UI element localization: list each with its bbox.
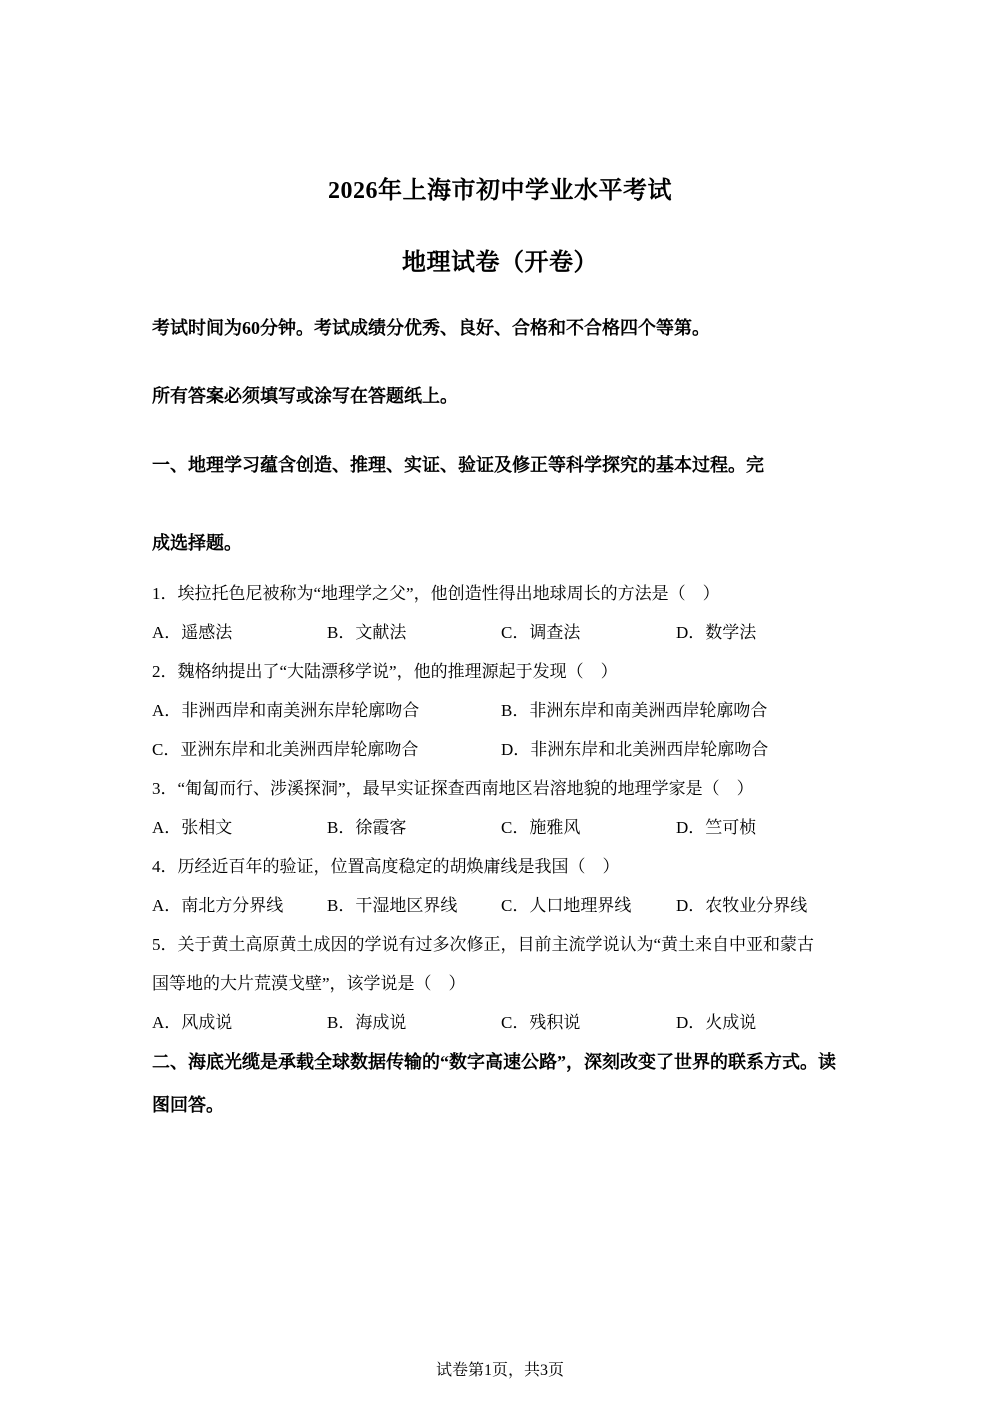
question-1-option-b: B．文献法	[327, 623, 407, 642]
section2-heading-line1: 二、海底光缆是承载全球数据传输的“数字高速公路”，深刻改变了世界的联系方式。读	[152, 1052, 836, 1072]
question-5-option-d: D．火成说	[676, 1013, 757, 1032]
question-5-option-c: C．残积说	[501, 1013, 581, 1032]
question-1-option-d: D．数学法	[676, 623, 757, 642]
instruction-time: 考试时间为60分钟。考试成绩分优秀、良好、合格和不合格四个等第。	[152, 318, 710, 338]
question-2-option-b: B．非洲东岸和南美洲西岸轮廓吻合	[501, 701, 768, 720]
instruction-answers: 所有答案必须填写或涂写在答题纸上。	[152, 386, 458, 406]
question-4-stem: 4．历经近百年的验证，位置高度稳定的胡焕庸线是我国（ ）	[152, 857, 620, 876]
question-5-stem-line2: 国等地的大片荒漠戈壁”，该学说是（ ）	[152, 974, 466, 993]
exam-title: 2026年上海市初中学业水平考试	[328, 178, 672, 204]
page-footer: 试卷第1页，共3页	[435, 1362, 564, 1379]
question-1-option-a: A．遥感法	[152, 623, 233, 642]
question-2-stem: 2．魏格纳提出了“大陆漂移学说”，他的推理源起于发现（ ）	[152, 662, 618, 681]
question-3-option-c: C．施雅风	[501, 818, 581, 837]
question-4-option-c: C．人口地理界线	[501, 896, 632, 915]
exam-subtitle: 地理试卷（开卷）	[402, 250, 598, 276]
question-1-option-c: C．调查法	[501, 623, 581, 642]
question-5-option-b: B．海成说	[327, 1013, 407, 1032]
section1-heading-line1: 一、地理学习蕴含创造、推理、实证、验证及修正等科学探究的基本过程。完	[152, 455, 764, 475]
section1-heading-line2: 成选择题。	[152, 533, 242, 553]
question-4-option-d: D．农牧业分界线	[676, 896, 808, 915]
question-4-option-a: A．南北方分界线	[152, 896, 284, 915]
question-3-stem: 3．“匍匐而行、涉溪探洞”，最早实证探查西南地区岩溶地貌的地理学家是（ ）	[152, 779, 754, 798]
question-1-stem: 1．埃拉托色尼被称为“地理学之父”，他创造性得出地球周长的方法是（ ）	[152, 584, 720, 603]
question-5-stem-line1: 5．关于黄土高原黄土成因的学说有过多次修正，目前主流学说认为“黄土来自中亚和蒙古	[152, 935, 815, 954]
question-3-option-d: D．竺可桢	[676, 818, 757, 837]
question-2-option-d: D．非洲东岸和北美洲西岸轮廓吻合	[501, 740, 769, 759]
question-2-option-c: C．亚洲东岸和北美洲西岸轮廓吻合	[152, 740, 419, 759]
question-5-option-a: A．风成说	[152, 1013, 233, 1032]
section2-heading-line2: 图回答。	[152, 1095, 224, 1115]
question-3-option-a: A．张相文	[152, 818, 233, 837]
question-4-option-b: B．干湿地区界线	[327, 896, 458, 915]
question-3-option-b: B．徐霞客	[327, 818, 407, 837]
question-2-option-a: A．非洲西岸和南美洲东岸轮廓吻合	[152, 701, 420, 720]
